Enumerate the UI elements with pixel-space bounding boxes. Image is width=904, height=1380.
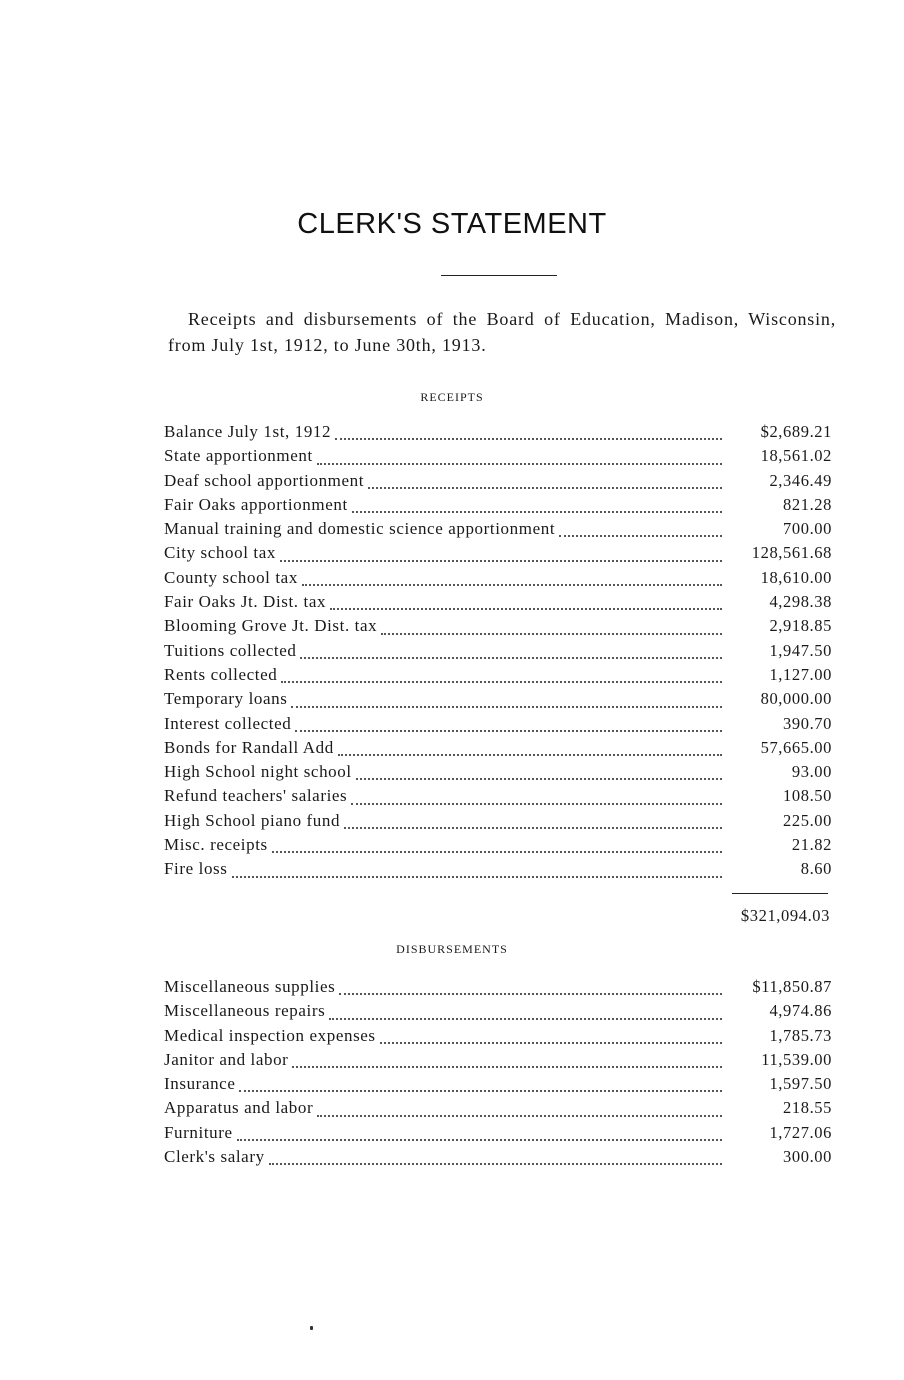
disbursement-amount: 218.55 [783,1098,832,1118]
receipts-sum-rule [732,893,828,894]
receipt-amount: 2,346.49 [769,470,832,490]
receipt-amount: 18,610.00 [760,567,832,587]
disbursement-label: Insurance [164,1074,236,1094]
receipt-row [164,616,832,640]
receipt-amount: 4,298.38 [769,592,832,612]
disbursement-label: Miscellaneous repairs [164,1001,326,1021]
dot-leader [329,1018,722,1020]
receipt-amount: 21.82 [791,835,832,855]
receipt-row [164,835,832,859]
receipt-label: Manual training and domestic science apportionment [164,519,556,539]
receipt-label: Refund teachers' salaries [164,786,348,806]
receipt-label: City school tax [164,543,276,563]
dot-leader [237,1139,722,1141]
dot-leader [352,511,722,513]
receipt-amount: 80,000.00 [760,689,832,709]
disbursement-label: Furniture [164,1122,233,1142]
receipt-amount: 57,665.00 [760,737,832,757]
receipt-amount: 93.00 [791,762,832,782]
disbursement-row [164,1123,832,1147]
receipt-label: State apportionment [164,446,313,466]
dot-leader [381,633,722,635]
receipt-row [164,811,832,835]
receipt-label: Interest collected [164,713,292,733]
disbursement-amount: 1,785.73 [769,1025,832,1045]
disbursements-heading: DISBURSEMENTS [396,942,508,956]
page-title: CLERK'S STATEMENT [297,208,607,240]
disbursement-amount: 1,597.50 [769,1074,832,1094]
intro-paragraph: Receipts and disbursements of the Board of Education, Madison, Wisconsin, from July 1st, 1912, to June 30th, 1913. [168,309,836,355]
dot-leader [380,1042,722,1044]
receipt-label: Misc. receipts [164,835,268,855]
receipt-amount: 108.50 [783,786,832,806]
dot-leader [338,754,722,756]
dot-leader [351,803,722,805]
receipt-row [164,762,832,786]
receipt-row [164,568,832,592]
disbursement-amount: 1,727.06 [769,1122,832,1142]
receipt-amount: 1,947.50 [769,640,832,660]
receipt-row [164,446,832,470]
receipt-amount: 1,127.00 [769,664,832,684]
receipt-amount: 821.28 [783,494,832,514]
receipt-row [164,665,832,689]
receipt-row [164,714,832,738]
dot-leader [302,584,722,586]
disbursement-row [164,1050,832,1074]
receipt-row [164,422,832,446]
dot-leader [317,463,722,465]
receipt-label: Temporary loans [164,689,288,709]
disbursement-amount: 300.00 [783,1147,832,1167]
dot-leader [281,681,722,683]
dot-leader [368,487,722,489]
dot-leader [232,876,723,878]
receipt-label: County school tax [164,567,298,587]
receipt-row [164,495,832,519]
receipt-row [164,738,832,762]
dot-leader [335,438,722,440]
dot-leader [291,706,722,708]
receipt-row [164,471,832,495]
receipt-amount: 2,918.85 [769,616,832,636]
receipts-list [164,422,832,884]
receipt-amount: 700.00 [783,519,832,539]
dot-leader [330,608,722,610]
dot-leader [356,778,722,780]
disbursement-label: Janitor and labor [164,1049,289,1069]
receipt-row [164,543,832,567]
disbursement-row [164,1074,832,1098]
disbursement-label: Medical inspection expenses [164,1025,376,1045]
receipt-label: Bonds for Randall Add [164,737,334,757]
receipt-label: Rents collected [164,664,278,684]
receipt-label: Tuitions collected [164,640,297,660]
receipt-label: Fire loss [164,859,228,879]
disbursement-amount: 11,539.00 [761,1049,832,1069]
disbursement-label: Clerk's salary [164,1147,265,1167]
dot-leader [344,827,722,829]
title-divider [441,275,557,276]
disbursement-row [164,1001,832,1025]
receipts-total: $321,094.03 [740,906,830,925]
disbursement-row [164,1026,832,1050]
print-speck [310,1326,313,1330]
receipt-amount: 18,561.02 [760,446,832,466]
disbursement-amount: 4,974.86 [769,1001,832,1021]
receipt-row [164,641,832,665]
dot-leader [292,1066,722,1068]
receipt-amount: 128,561.68 [751,543,832,563]
disbursement-amount: $11,850.87 [752,977,832,996]
dot-leader [280,560,722,562]
disbursement-row [164,1098,832,1122]
dot-leader [317,1115,722,1117]
receipt-amount: 390.70 [783,713,832,733]
disbursement-row [164,977,832,1001]
receipt-row [164,859,832,883]
dot-leader [339,993,722,995]
receipts-heading: RECEIPTS [420,390,484,404]
receipt-amount: 8.60 [800,859,832,879]
receipt-label: High School night school [164,762,352,782]
dot-leader [295,730,722,732]
receipt-label: Balance July 1st, 1912 [164,422,332,441]
receipt-row [164,519,832,543]
receipt-label: Fair Oaks apportionment [164,494,348,514]
disbursement-row [164,1147,832,1171]
dot-leader [300,657,722,659]
disbursements-list [164,977,832,1171]
dot-leader [239,1090,722,1092]
dot-leader [559,535,722,537]
receipt-label: Fair Oaks Jt. Dist. tax [164,592,327,612]
receipt-label: Blooming Grove Jt. Dist. tax [164,616,378,636]
disbursement-label: Miscellaneous supplies [164,977,336,996]
receipt-amount: 225.00 [783,810,832,830]
receipt-label: High School piano fund [164,810,341,830]
disbursement-label: Apparatus and labor [164,1098,314,1118]
receipt-row [164,592,832,616]
receipt-row [164,689,832,713]
receipt-amount: $2,689.21 [760,422,832,441]
dot-leader [272,851,722,853]
receipt-label: Deaf school apportionment [164,470,365,490]
receipt-row [164,786,832,810]
dot-leader [269,1163,722,1165]
